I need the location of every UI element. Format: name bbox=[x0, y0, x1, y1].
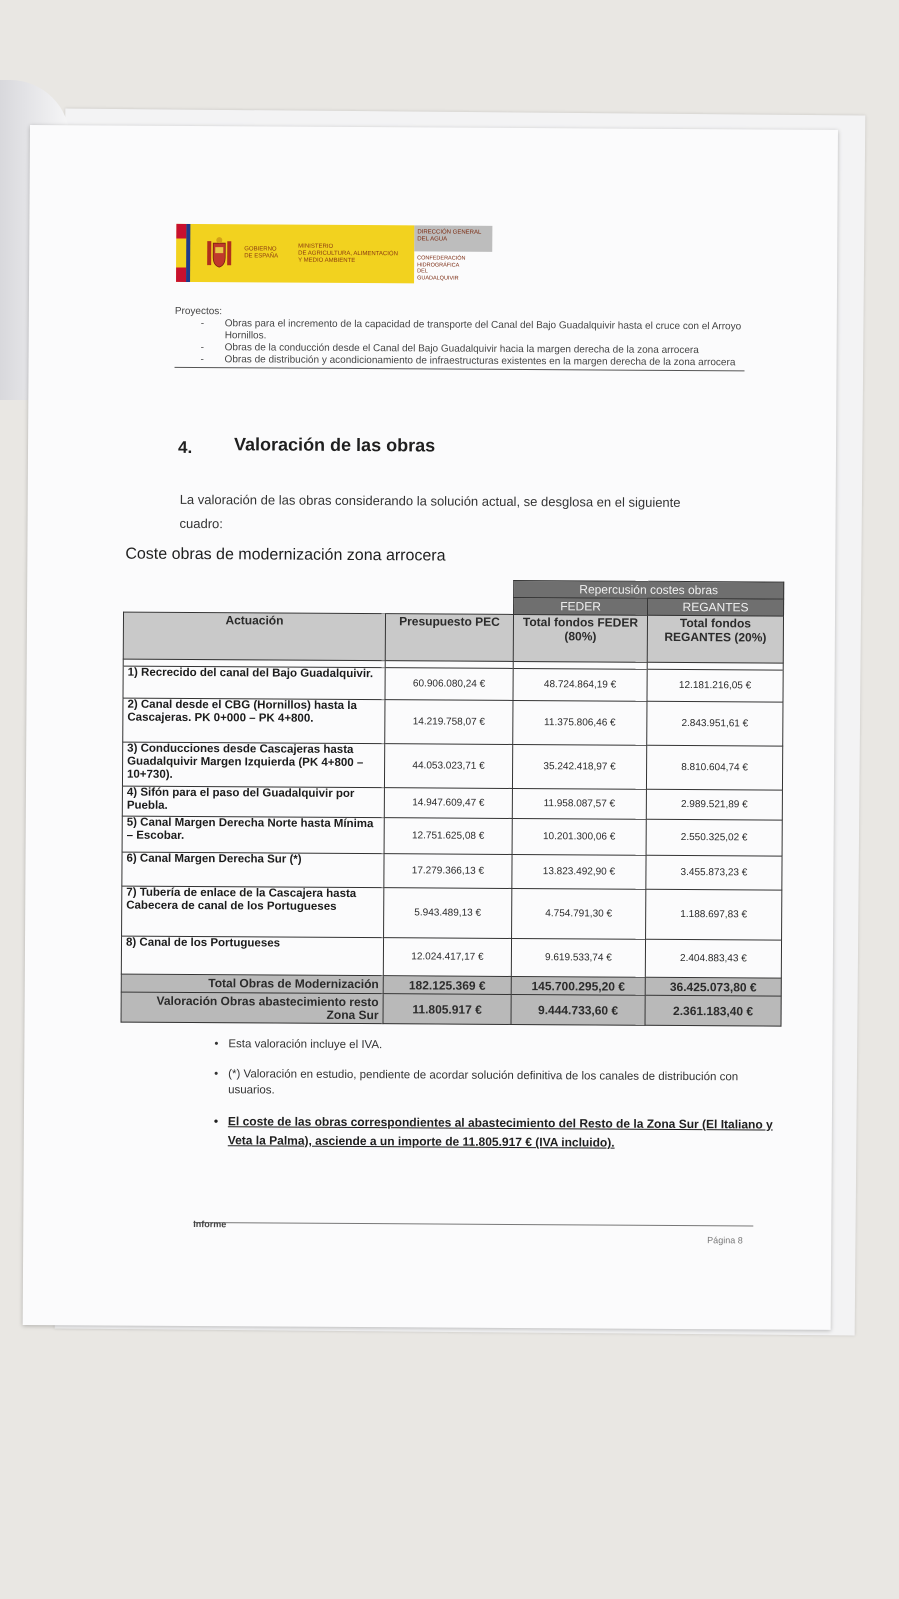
feder-cell: 10.201.300,06 € bbox=[512, 818, 646, 855]
government-logo-header bbox=[176, 224, 482, 283]
section-title: Valoración de las obras bbox=[233, 434, 436, 456]
cost-table bbox=[121, 578, 785, 1027]
pec-cell: 14.219.758,07 € bbox=[385, 700, 513, 745]
sub-header-regantes: REGANTES bbox=[648, 598, 784, 616]
pec-cell: 14.947.609,47 € bbox=[384, 788, 512, 819]
table-row bbox=[123, 666, 783, 702]
project-item: - Obras para el incremento de la capacidad de transporte del Canal del Bajo Guadalquivir hasta el cruce con el Arroyo Hornillos. bbox=[225, 318, 745, 345]
regantes-cell: 2.404.883,43 € bbox=[645, 939, 781, 978]
projects-list bbox=[175, 318, 745, 369]
pec-cell: 60.906.080,24 € bbox=[385, 668, 513, 701]
table-row bbox=[121, 936, 781, 978]
col-header-actuacion: Actuación bbox=[123, 612, 385, 661]
actuacion-cell: 3) Conducciones desde Cascajeras hasta Guadalquivir Margen Izquierda (PK 4+800 – 10+730). bbox=[122, 742, 384, 788]
regantes-cell: 2.989.521,89 € bbox=[646, 789, 782, 820]
note-iva: • Esta valoración incluye el IVA. bbox=[214, 1036, 774, 1055]
actuacion-cell: 7) Tubería de enlace de la Cascajera hasta Cabecera de canal de los Portugueses bbox=[122, 886, 384, 938]
table-row bbox=[123, 698, 783, 746]
feder-cell: 11.958.087,57 € bbox=[512, 788, 646, 819]
ministerio-text bbox=[298, 243, 398, 265]
feder-cell: 9.619.533,74 € bbox=[511, 938, 645, 977]
pec-cell: 5.943.489,13 € bbox=[384, 888, 512, 939]
actuacion-cell: 4) Sifón para el paso del Guadalquivir por Puebla. bbox=[122, 786, 384, 818]
empty-cell bbox=[386, 580, 514, 598]
notes-list bbox=[214, 1036, 775, 1167]
direccion-general-box bbox=[414, 225, 492, 251]
sub-header-feder: FEDER bbox=[514, 597, 648, 615]
footer-label: Informe bbox=[193, 1219, 227, 1230]
total-feder: 145.700.295,20 € bbox=[511, 976, 645, 995]
pec-cell: 44.053.023,71 € bbox=[384, 744, 512, 789]
regantes-cell: 1.188.697,83 € bbox=[646, 889, 782, 940]
regantes-cell: 2.843.951,61 € bbox=[647, 701, 783, 746]
resto-pec: 11.805.917 € bbox=[383, 994, 511, 1025]
note-estudio: • (*) Valoración en estudio, pendiente de acordar solución definitiva de los canales de distribución con usuarios. bbox=[214, 1066, 774, 1101]
feder-cell: 35.242.418,97 € bbox=[512, 744, 646, 789]
actuacion-cell: 6) Canal Margen Derecha Sur (*) bbox=[122, 852, 384, 888]
gobierno-text bbox=[244, 246, 278, 260]
pec-cell: 17.279.366,13 € bbox=[384, 854, 512, 889]
projects-block bbox=[175, 306, 745, 371]
resto-label: Valoración Obras abastecimiento resto Zona Sur bbox=[121, 992, 383, 1024]
col-header-feder: Total fondos FEDER (80%) bbox=[513, 614, 647, 662]
actuacion-cell: 1) Recrecido del canal del Bajo Guadalquivir. bbox=[123, 666, 385, 700]
group-header: Repercusión costes obras bbox=[514, 580, 784, 599]
min-line1: MINISTERIO bbox=[298, 243, 334, 250]
table-row bbox=[122, 786, 782, 820]
table-row bbox=[122, 852, 782, 890]
resto-feder: 9.444.733,60 € bbox=[511, 994, 645, 1025]
feder-cell: 4.754.791,30 € bbox=[512, 888, 646, 939]
page-number: Página 8 bbox=[707, 1235, 743, 1246]
gob-line2: DE ESPAÑA bbox=[244, 253, 279, 260]
min-line2: DE AGRICULTURA, ALIMENTACIÓN bbox=[298, 250, 398, 257]
project-item: - Obras de la conducción desde el Canal del Bajo Guadalquivir hacia la margen derecha de la zona arrocera bbox=[225, 342, 745, 357]
footer-divider bbox=[193, 1222, 753, 1226]
pec-cell: 12.751.625,08 € bbox=[384, 818, 512, 855]
col-header-presupuesto: Presupuesto PEC bbox=[385, 614, 513, 662]
table-row bbox=[122, 816, 782, 856]
table-row bbox=[122, 742, 782, 790]
confederacion-text bbox=[417, 255, 465, 281]
empty-cell bbox=[386, 597, 514, 615]
col-header-regantes: Total fondos REGANTES (20%) bbox=[647, 615, 783, 663]
conf-line3: DEL GUADALQUIVIR bbox=[417, 268, 459, 282]
actuacion-cell: 5) Canal Margen Derecha Norte hasta Mínima – Escobar. bbox=[122, 816, 384, 854]
min-line3: Y MEDIO AMBIENTE bbox=[298, 257, 356, 264]
regantes-cell: 12.181.216,05 € bbox=[647, 669, 783, 702]
coat-of-arms-icon bbox=[202, 234, 236, 272]
intro-paragraph: La valoración de las obras considerando la solución actual, se desglosa en el siguiente cuadro: bbox=[179, 491, 681, 532]
resto-row bbox=[121, 992, 781, 1026]
actuacion-cell: 2) Canal desde el CBG (Hornillos) hasta la Cascajeras. PK 0+000 – PK 4+800. bbox=[123, 698, 385, 744]
table-row bbox=[122, 886, 782, 940]
pec-cell: 12.024.417,17 € bbox=[383, 938, 511, 977]
empty-cell bbox=[124, 595, 386, 614]
flag-stripe bbox=[176, 224, 190, 282]
regantes-cell: 2.550.325,02 € bbox=[646, 819, 782, 856]
note-resto-zona-sur: • El coste de las obras correspondientes al abastecimiento del Resto de la Zona Sur (El Italiano y Veta la Palma), asciende a un importe de 11.805.917 € (IVA incluido). bbox=[214, 1112, 774, 1153]
project-item: - Obras de distribución y acondicionamiento de infraestructuras existentes en la margen derecha de la zona arrocera bbox=[225, 354, 745, 369]
dg-line1: DIRECCIÓN GENERAL bbox=[417, 229, 482, 236]
actuacion-cell: 8) Canal de los Portugueses bbox=[121, 936, 383, 976]
feder-cell: 48.724.864,19 € bbox=[513, 668, 647, 701]
total-label: Total Obras de Modernización bbox=[121, 974, 383, 994]
feder-cell: 13.823.492,90 € bbox=[512, 854, 646, 889]
conf-line2: HIDROGRÁFICA bbox=[417, 261, 460, 269]
section-number: 4. bbox=[177, 437, 193, 457]
total-regantes: 36.425.073,80 € bbox=[645, 977, 781, 996]
empty-cell bbox=[124, 578, 386, 597]
total-pec: 182.125.369 € bbox=[383, 976, 511, 995]
document-page bbox=[23, 125, 838, 1330]
gob-line1: GOBIERNO bbox=[244, 246, 277, 253]
feder-cell: 11.375.806,46 € bbox=[513, 700, 647, 745]
table-title: Coste obras de modernización zona arrocera bbox=[125, 545, 446, 565]
regantes-cell: 3.455.873,23 € bbox=[646, 855, 782, 890]
projects-label: Proyectos: bbox=[174, 305, 223, 318]
regantes-cell: 8.810.604,74 € bbox=[646, 745, 782, 790]
conf-line1: CONFEDERACIÓN bbox=[417, 255, 466, 262]
resto-regantes: 2.361.183,40 € bbox=[645, 995, 781, 1026]
ministry-logo bbox=[176, 224, 482, 283]
dg-line2: DEL AGUA bbox=[417, 236, 448, 243]
